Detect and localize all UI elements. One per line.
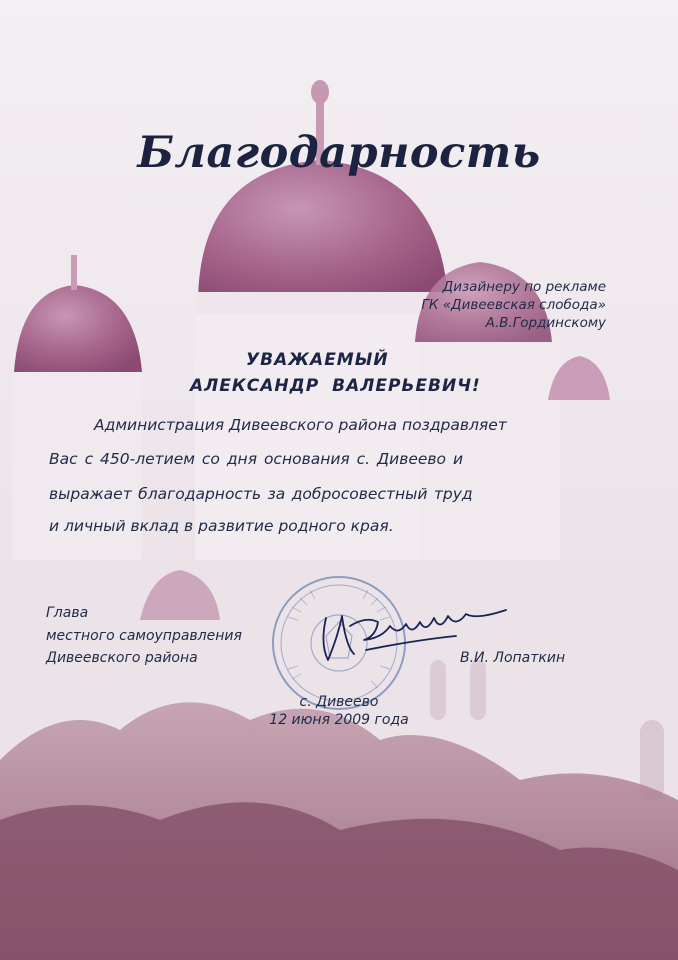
certificate-title: Благодарность	[137, 128, 541, 178]
body-line-2: Вас с 450-летием со дня основания с. Дивеево и	[49, 450, 464, 468]
greeting-line-1: УВАЖАЕМЫЙ	[246, 350, 389, 370]
signatory-position-line-2: местного самоуправления	[46, 628, 242, 644]
addressee-company: ГК «Дивеевская слобода»	[421, 297, 606, 313]
addressee-block	[421, 278, 606, 332]
signatory-name: В.И. Лопаткин	[460, 650, 566, 666]
issue-date: 12 июня 2009 года	[269, 712, 409, 728]
signatory-position-line-3: Дивеевского района	[46, 650, 198, 666]
body-line-3: выражает благодарность за добросовестный труд	[49, 485, 473, 503]
signatory-position-line-1: Глава	[46, 605, 89, 621]
place-of-issue: с. Дивеево	[299, 694, 379, 710]
body-line-1: Администрация Дивеевского района поздравляет	[94, 416, 507, 434]
body-line-4: и личный вклад в развитие родного края.	[49, 517, 394, 535]
addressee-name: А.В.Гординскому	[485, 315, 606, 331]
greeting-line-2: АЛЕКСАНДР ВАЛЕРЬЕВИЧ!	[190, 376, 481, 396]
addressee-position: Дизайнеру по рекламе	[442, 279, 606, 295]
handwritten-signature	[306, 596, 518, 668]
